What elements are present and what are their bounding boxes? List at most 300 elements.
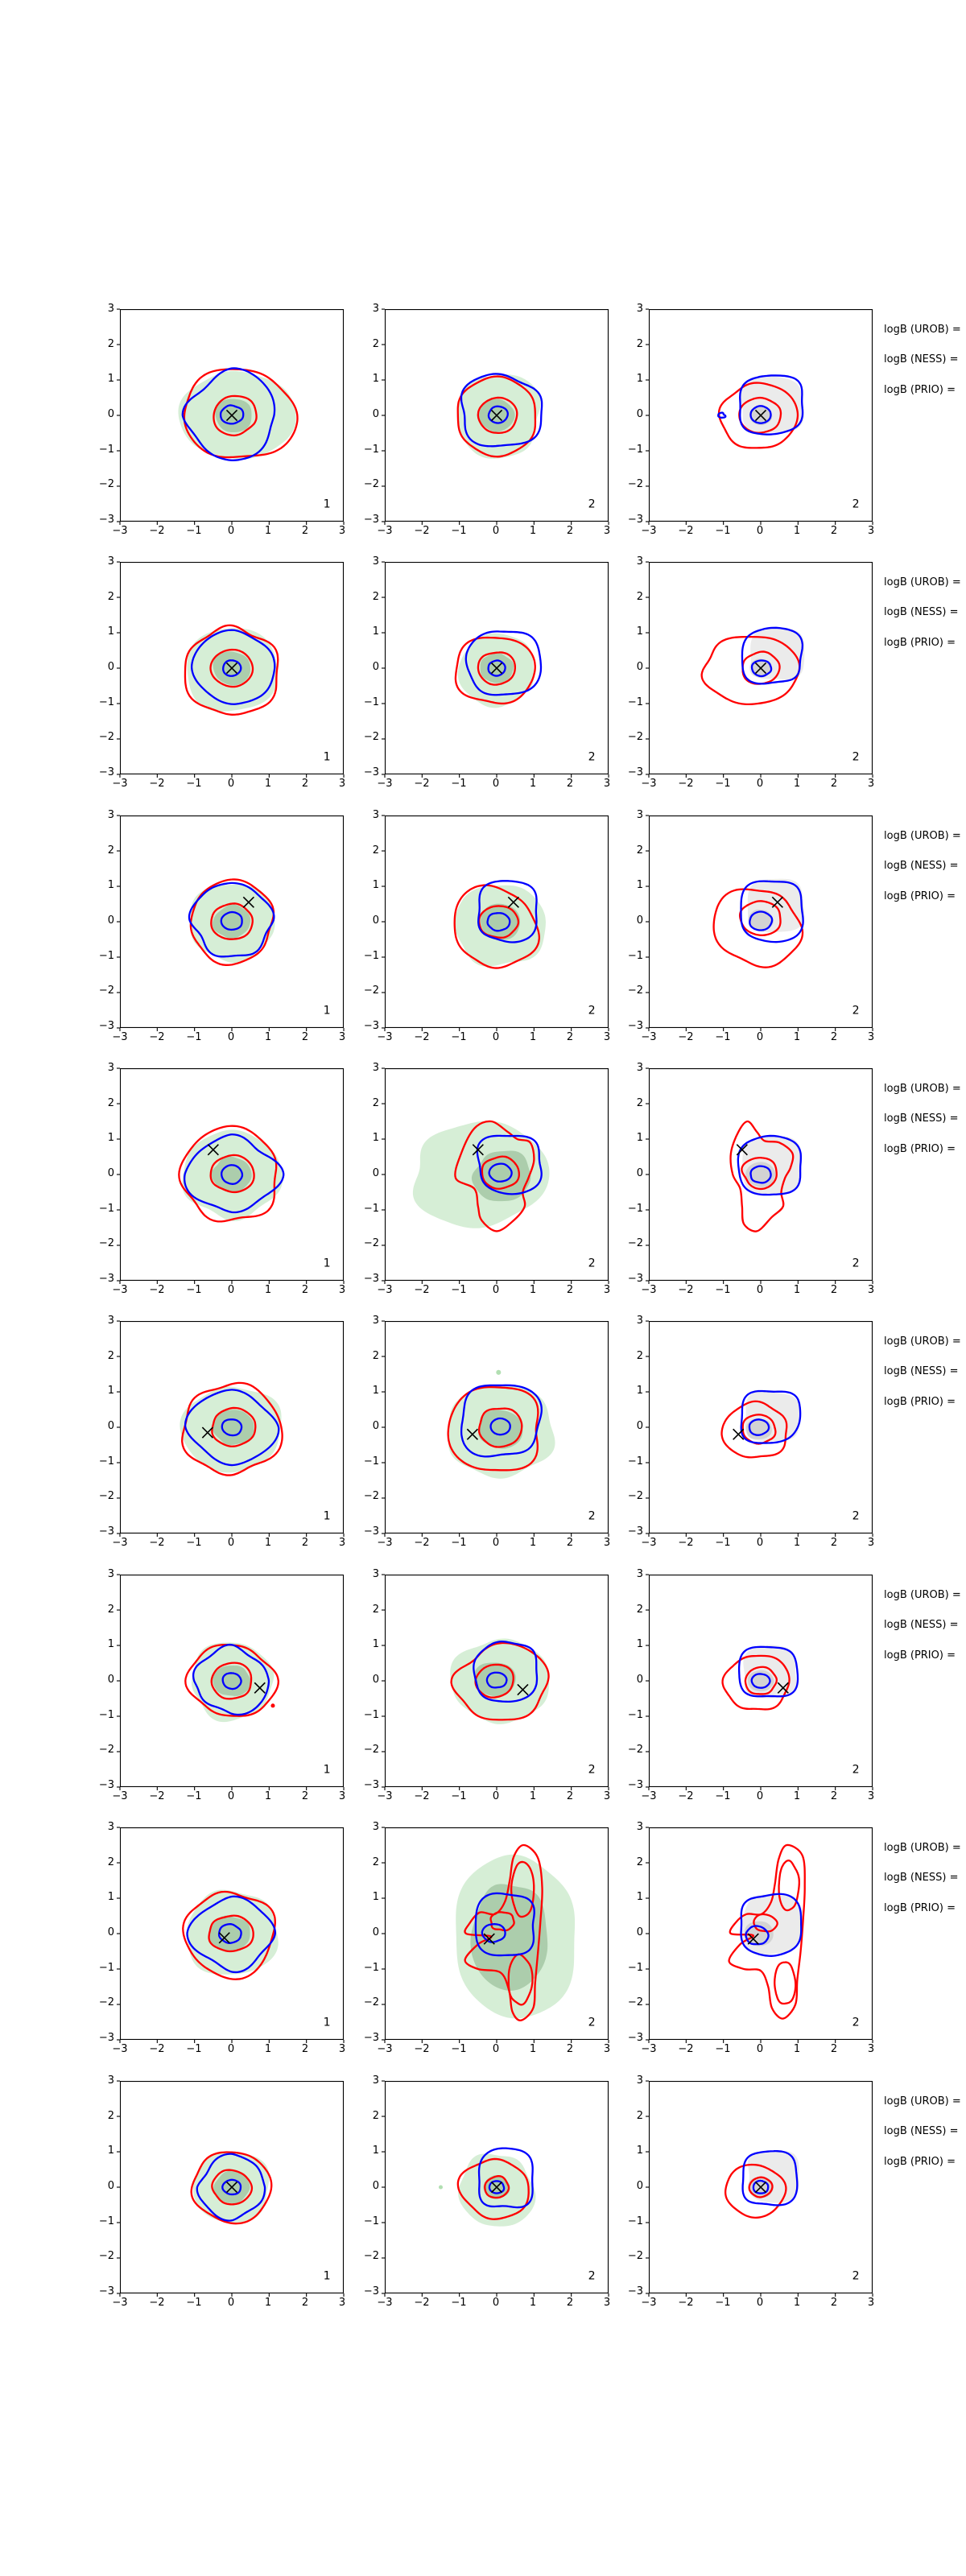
x-tick-label: −1 xyxy=(451,778,467,790)
y-tick-label: −2 xyxy=(363,1744,379,1757)
x-tick-label: 0 xyxy=(227,778,235,790)
x-tick-label: 2 xyxy=(301,2043,309,2055)
x-tick-label: 3 xyxy=(867,1284,875,1296)
x-tick-label: 0 xyxy=(227,525,235,537)
y-tick-label: 1 xyxy=(636,625,643,638)
x-tick-label: −3 xyxy=(377,2297,393,2309)
y-tick-label: −3 xyxy=(363,2285,379,2297)
y-tick-label: −2 xyxy=(363,1996,379,2009)
logB-prio-label: logB (PRIO) = xyxy=(884,384,956,396)
x-tick-label: 0 xyxy=(756,525,764,537)
x-tick-label: −2 xyxy=(149,1031,165,1043)
y-tick-label: −3 xyxy=(363,514,379,526)
y-tick-label: 2 xyxy=(372,2109,379,2122)
logB-ness-label: logB (NESS) = xyxy=(884,1365,959,1377)
contour-panel-r2c2 xyxy=(385,562,609,774)
x-tick-label: −2 xyxy=(414,2297,430,2309)
y-tick-label: 2 xyxy=(636,1856,643,1868)
y-tick-label: 2 xyxy=(636,1349,643,1362)
x-tick-label: 0 xyxy=(756,778,764,790)
y-tick-label: 2 xyxy=(636,2109,643,2122)
x-tick-label: 0 xyxy=(492,2297,500,2309)
red-contour xyxy=(774,1963,795,2004)
logB-ness-label: logB (NESS) = xyxy=(884,1619,959,1631)
x-tick-label: −1 xyxy=(451,525,467,537)
y-tick-label: −3 xyxy=(98,2032,114,2044)
x-tick-label: −2 xyxy=(149,778,165,790)
x-tick-label: −1 xyxy=(715,1031,731,1043)
y-tick-label: 3 xyxy=(372,1821,379,1833)
x-tick-label: 2 xyxy=(830,2297,838,2309)
logB-ness-label: logB (NESS) = xyxy=(884,353,959,365)
x-tick-label: 2 xyxy=(830,1284,838,1296)
x-tick-label: 1 xyxy=(264,2043,272,2055)
y-tick-label: 1 xyxy=(636,373,643,386)
contour-panel-r8c1 xyxy=(120,2081,344,2293)
x-tick-label: 2 xyxy=(830,778,838,790)
x-tick-label: −1 xyxy=(186,1537,202,1549)
contour-panel-r6c1 xyxy=(120,1575,344,1787)
x-tick-label: 0 xyxy=(492,1790,500,1802)
panel-corner-label: 2 xyxy=(852,1004,860,1018)
y-tick-label: 1 xyxy=(107,373,114,386)
x-tick-label: 0 xyxy=(492,778,500,790)
y-tick-label: −3 xyxy=(98,2285,114,2297)
x-tick-label: −2 xyxy=(149,2297,165,2309)
y-tick-label: 3 xyxy=(107,303,114,315)
panel-corner-label: 2 xyxy=(852,750,860,764)
x-tick-label: 3 xyxy=(338,2043,346,2055)
logB-urob-label: logB (UROB) = xyxy=(884,576,961,588)
logB-ness-label: logB (NESS) = xyxy=(884,606,959,618)
y-tick-label: 3 xyxy=(372,1568,379,1580)
x-tick-label: −1 xyxy=(186,2043,202,2055)
y-tick-label: 1 xyxy=(372,373,379,386)
x-tick-label: 0 xyxy=(756,1790,764,1802)
y-tick-label: 2 xyxy=(107,1603,114,1616)
x-tick-label: 2 xyxy=(566,2043,574,2055)
y-tick-label: −3 xyxy=(627,766,643,778)
x-tick-label: −2 xyxy=(678,1537,694,1549)
x-tick-label: 0 xyxy=(492,1284,500,1296)
x-tick-label: 1 xyxy=(529,525,537,537)
x-tick-label: 2 xyxy=(566,525,574,537)
y-tick-label: −1 xyxy=(363,696,379,708)
x-tick-label: 2 xyxy=(830,1031,838,1043)
y-tick-label: 3 xyxy=(636,1315,643,1327)
panel-corner-label: 1 xyxy=(323,497,331,511)
y-tick-label: 0 xyxy=(372,408,379,420)
contour-panel-r1c1 xyxy=(120,309,344,522)
x-tick-label: 3 xyxy=(603,1790,611,1802)
panel-corner-label: 2 xyxy=(588,1763,596,1777)
y-tick-label: 3 xyxy=(636,2074,643,2087)
y-tick-label: 3 xyxy=(636,1062,643,1074)
contour-panel-r2c1 xyxy=(120,562,344,774)
y-tick-label: −1 xyxy=(627,443,643,456)
logB-urob-label: logB (UROB) = xyxy=(884,830,961,842)
x-tick-label: −2 xyxy=(414,525,430,537)
y-tick-label: 2 xyxy=(107,337,114,350)
y-tick-label: −2 xyxy=(363,1490,379,1503)
x-tick-label: 3 xyxy=(867,1537,875,1549)
y-tick-label: −3 xyxy=(627,2032,643,2044)
y-tick-label: 2 xyxy=(107,1096,114,1109)
x-tick-label: −1 xyxy=(715,1537,731,1549)
y-tick-label: 0 xyxy=(636,1926,643,1938)
y-tick-label: 0 xyxy=(372,1420,379,1432)
y-tick-label: 1 xyxy=(636,1891,643,1904)
x-tick-label: 0 xyxy=(227,1031,235,1043)
y-tick-label: 1 xyxy=(636,2145,643,2157)
x-tick-label: −2 xyxy=(678,525,694,537)
x-tick-label: 3 xyxy=(603,1537,611,1549)
x-tick-label: 0 xyxy=(227,2297,235,2309)
x-tick-label: 1 xyxy=(529,778,537,790)
y-tick-label: 0 xyxy=(107,1420,114,1432)
contour-panel-r3c1 xyxy=(120,815,344,1028)
x-tick-label: −2 xyxy=(414,1031,430,1043)
y-tick-label: 0 xyxy=(636,914,643,927)
panel-corner-label: 1 xyxy=(323,1763,331,1777)
logB-urob-label: logB (UROB) = xyxy=(884,1589,961,1601)
y-tick-label: 2 xyxy=(372,1349,379,1362)
y-tick-label: −2 xyxy=(98,1490,114,1503)
logB-prio-label: logB (PRIO) = xyxy=(884,1396,956,1408)
y-tick-label: 1 xyxy=(107,1638,114,1651)
x-tick-label: −1 xyxy=(186,1790,202,1802)
y-tick-label: 0 xyxy=(636,2180,643,2192)
y-tick-label: 1 xyxy=(107,1891,114,1904)
y-tick-label: −1 xyxy=(98,1961,114,1974)
x-tick-label: 1 xyxy=(529,1031,537,1043)
x-tick-label: −3 xyxy=(641,1790,657,1802)
y-tick-label: 2 xyxy=(107,2109,114,2122)
x-tick-label: −1 xyxy=(715,1284,731,1296)
y-tick-label: 3 xyxy=(107,809,114,821)
x-tick-label: −2 xyxy=(149,1284,165,1296)
x-tick-label: 0 xyxy=(227,1790,235,1802)
y-tick-label: 1 xyxy=(372,2145,379,2157)
panel-corner-label: 2 xyxy=(852,1257,860,1270)
contour-panel-r3c2 xyxy=(385,815,609,1028)
x-tick-label: −3 xyxy=(641,1284,657,1296)
x-tick-label: 2 xyxy=(566,778,574,790)
logB-urob-label: logB (UROB) = xyxy=(884,2095,961,2107)
y-tick-label: −2 xyxy=(98,1744,114,1757)
logB-ness-label: logB (NESS) = xyxy=(884,2125,959,2137)
contour-panel-r1c3 xyxy=(649,309,873,522)
outlier-dot xyxy=(439,2185,443,2189)
x-tick-label: −1 xyxy=(451,1031,467,1043)
x-tick-label: 3 xyxy=(603,2043,611,2055)
panel-corner-label: 2 xyxy=(852,497,860,511)
y-tick-label: 3 xyxy=(636,1568,643,1580)
x-tick-label: −2 xyxy=(678,1284,694,1296)
y-tick-label: 0 xyxy=(372,914,379,927)
x-tick-label: −3 xyxy=(377,1790,393,1802)
y-tick-label: −2 xyxy=(98,985,114,997)
y-tick-label: 3 xyxy=(636,1821,643,1833)
y-tick-label: −1 xyxy=(98,696,114,708)
contour-panel-r8c3 xyxy=(649,2081,873,2293)
contour-panel-r8c2 xyxy=(385,2081,609,2293)
y-tick-label: −3 xyxy=(363,2032,379,2044)
x-tick-label: 1 xyxy=(264,778,272,790)
y-tick-label: −1 xyxy=(98,949,114,962)
x-tick-label: 2 xyxy=(301,525,309,537)
panel-corner-label: 1 xyxy=(323,750,331,764)
y-tick-label: −2 xyxy=(363,2250,379,2263)
y-tick-label: −1 xyxy=(363,443,379,456)
y-tick-label: −1 xyxy=(98,443,114,456)
panel-corner-label: 2 xyxy=(588,497,596,511)
y-tick-label: 1 xyxy=(636,879,643,892)
x-tick-label: 0 xyxy=(227,1284,235,1296)
y-tick-label: −1 xyxy=(363,1455,379,1468)
y-tick-label: 3 xyxy=(107,2074,114,2087)
panel-corner-label: 2 xyxy=(852,1763,860,1777)
y-tick-label: 0 xyxy=(107,1167,114,1179)
x-tick-label: −1 xyxy=(186,525,202,537)
y-tick-label: −1 xyxy=(363,1961,379,1974)
y-tick-label: 3 xyxy=(107,555,114,568)
x-tick-label: 1 xyxy=(264,1790,272,1802)
y-tick-label: −3 xyxy=(98,514,114,526)
x-tick-label: −3 xyxy=(377,525,393,537)
y-tick-label: 2 xyxy=(636,337,643,350)
x-tick-label: 1 xyxy=(793,2043,801,2055)
y-tick-label: 2 xyxy=(636,844,643,857)
y-tick-label: −3 xyxy=(627,1020,643,1032)
x-tick-label: −3 xyxy=(377,1537,393,1549)
x-tick-label: −2 xyxy=(414,1537,430,1549)
y-tick-label: 2 xyxy=(372,337,379,350)
x-tick-label: −3 xyxy=(641,1537,657,1549)
y-tick-label: −1 xyxy=(98,1455,114,1468)
x-tick-label: 3 xyxy=(338,1790,346,1802)
logB-ness-label: logB (NESS) = xyxy=(884,1872,959,1884)
panel-corner-label: 2 xyxy=(588,750,596,764)
y-tick-label: −1 xyxy=(627,949,643,962)
x-tick-label: −1 xyxy=(451,1537,467,1549)
y-tick-label: −3 xyxy=(98,766,114,778)
y-tick-label: 3 xyxy=(372,1315,379,1327)
y-tick-label: 0 xyxy=(372,1167,379,1179)
y-tick-label: 2 xyxy=(636,1096,643,1109)
logB-prio-label: logB (PRIO) = xyxy=(884,637,956,649)
y-tick-label: −3 xyxy=(363,766,379,778)
logB-ness-label: logB (NESS) = xyxy=(884,1113,959,1125)
logB-prio-label: logB (PRIO) = xyxy=(884,1143,956,1155)
y-tick-label: −2 xyxy=(98,2250,114,2263)
y-tick-label: −1 xyxy=(627,696,643,708)
x-tick-label: −2 xyxy=(678,778,694,790)
x-tick-label: 0 xyxy=(492,2043,500,2055)
logB-urob-label: logB (UROB) = xyxy=(884,1335,961,1348)
x-tick-label: −3 xyxy=(641,525,657,537)
y-tick-label: 1 xyxy=(372,625,379,638)
panel-corner-label: 1 xyxy=(323,2269,331,2283)
x-tick-label: −1 xyxy=(715,778,731,790)
x-tick-label: 0 xyxy=(492,1031,500,1043)
y-tick-label: 3 xyxy=(107,1568,114,1580)
y-tick-label: −3 xyxy=(627,1273,643,1285)
logB-ness-label: logB (NESS) = xyxy=(884,860,959,872)
x-tick-label: −1 xyxy=(451,2297,467,2309)
contour-panel-r5c2 xyxy=(385,1321,609,1534)
x-tick-label: 3 xyxy=(338,1284,346,1296)
x-tick-label: 1 xyxy=(793,778,801,790)
y-tick-label: −1 xyxy=(627,1202,643,1215)
y-tick-label: −3 xyxy=(627,2285,643,2297)
contour-panel-r4c2 xyxy=(385,1068,609,1281)
logB-prio-label: logB (PRIO) = xyxy=(884,890,956,902)
x-tick-label: 0 xyxy=(227,2043,235,2055)
x-tick-label: −1 xyxy=(715,525,731,537)
x-tick-label: 0 xyxy=(756,1537,764,1549)
y-tick-label: 3 xyxy=(636,809,643,821)
y-tick-label: −2 xyxy=(627,478,643,491)
y-tick-label: 0 xyxy=(372,2180,379,2192)
y-tick-label: 2 xyxy=(107,1349,114,1362)
x-tick-label: −2 xyxy=(149,1790,165,1802)
y-tick-label: −3 xyxy=(363,1779,379,1791)
x-tick-label: −1 xyxy=(186,2297,202,2309)
panel-corner-label: 2 xyxy=(852,2269,860,2283)
x-tick-label: 3 xyxy=(603,778,611,790)
contour-panel-r5c1 xyxy=(120,1321,344,1534)
x-tick-label: −1 xyxy=(715,2043,731,2055)
panel-corner-label: 2 xyxy=(588,1257,596,1270)
x-tick-label: 3 xyxy=(867,1031,875,1043)
x-tick-label: 2 xyxy=(830,2043,838,2055)
x-tick-label: 3 xyxy=(867,2297,875,2309)
x-tick-label: 3 xyxy=(338,1031,346,1043)
y-tick-label: −2 xyxy=(627,2250,643,2263)
x-tick-label: 1 xyxy=(264,1537,272,1549)
x-tick-label: 2 xyxy=(566,1031,574,1043)
y-tick-label: 2 xyxy=(107,590,114,603)
y-tick-label: −1 xyxy=(98,1708,114,1721)
x-tick-label: 3 xyxy=(338,778,346,790)
x-tick-label: −3 xyxy=(112,525,128,537)
x-tick-label: −3 xyxy=(377,1031,393,1043)
y-tick-label: 0 xyxy=(107,408,114,420)
x-tick-label: 1 xyxy=(793,1031,801,1043)
x-tick-label: −3 xyxy=(641,778,657,790)
x-tick-label: 2 xyxy=(566,2297,574,2309)
y-tick-label: 2 xyxy=(372,1096,379,1109)
y-tick-label: −3 xyxy=(98,1273,114,1285)
y-tick-label: 0 xyxy=(107,1674,114,1686)
x-tick-label: −3 xyxy=(112,1031,128,1043)
x-tick-label: 2 xyxy=(830,1790,838,1802)
y-tick-label: 3 xyxy=(372,555,379,568)
logB-urob-label: logB (UROB) = xyxy=(884,324,961,336)
y-tick-label: −3 xyxy=(363,1525,379,1538)
x-tick-label: 0 xyxy=(756,1284,764,1296)
y-tick-label: 3 xyxy=(107,1821,114,1833)
x-tick-label: −2 xyxy=(414,1790,430,1802)
x-tick-label: 1 xyxy=(264,1284,272,1296)
y-tick-label: 1 xyxy=(636,1385,643,1397)
x-tick-label: −2 xyxy=(414,778,430,790)
x-tick-label: −1 xyxy=(451,2043,467,2055)
y-tick-label: 3 xyxy=(372,809,379,821)
y-tick-label: −3 xyxy=(98,1525,114,1538)
x-tick-label: 0 xyxy=(492,1537,500,1549)
outlier-dot xyxy=(270,1703,275,1707)
x-tick-label: 2 xyxy=(566,1537,574,1549)
y-tick-label: −2 xyxy=(98,1237,114,1250)
x-tick-label: −2 xyxy=(149,2043,165,2055)
panel-corner-label: 2 xyxy=(588,2016,596,2029)
x-tick-label: −3 xyxy=(377,2043,393,2055)
x-tick-label: 2 xyxy=(301,778,309,790)
y-tick-label: 2 xyxy=(372,844,379,857)
y-tick-label: −2 xyxy=(627,731,643,744)
y-tick-label: −2 xyxy=(627,1237,643,1250)
panel-corner-label: 2 xyxy=(588,1004,596,1018)
y-tick-label: −2 xyxy=(363,985,379,997)
y-tick-label: 3 xyxy=(372,1062,379,1074)
x-tick-label: −3 xyxy=(377,1284,393,1296)
x-tick-label: 2 xyxy=(301,1031,309,1043)
y-tick-label: 1 xyxy=(372,1132,379,1145)
x-tick-label: 0 xyxy=(227,1537,235,1549)
x-tick-label: 2 xyxy=(830,525,838,537)
x-tick-label: −3 xyxy=(112,2297,128,2309)
x-tick-label: −1 xyxy=(186,778,202,790)
x-tick-label: −3 xyxy=(641,2297,657,2309)
y-tick-label: 0 xyxy=(372,1926,379,1938)
x-tick-label: 3 xyxy=(603,525,611,537)
contour-panel-r7c2 xyxy=(385,1827,609,2040)
x-tick-label: −1 xyxy=(451,1790,467,1802)
y-tick-label: 0 xyxy=(636,1420,643,1432)
x-tick-label: 1 xyxy=(529,2043,537,2055)
contour-panel-r3c3 xyxy=(649,815,873,1028)
x-tick-label: −3 xyxy=(112,1284,128,1296)
y-tick-label: −1 xyxy=(98,1202,114,1215)
y-tick-label: 0 xyxy=(372,1674,379,1686)
y-tick-label: 2 xyxy=(372,1856,379,1868)
y-tick-label: −2 xyxy=(627,1490,643,1503)
y-tick-label: 1 xyxy=(107,625,114,638)
y-tick-label: 2 xyxy=(636,1603,643,1616)
y-tick-label: 0 xyxy=(107,914,114,927)
contour-panel-r6c2 xyxy=(385,1575,609,1787)
x-tick-label: 1 xyxy=(793,2297,801,2309)
y-tick-label: −3 xyxy=(627,514,643,526)
y-tick-label: 3 xyxy=(372,303,379,315)
x-tick-label: 1 xyxy=(529,1790,537,1802)
x-tick-label: 1 xyxy=(264,1031,272,1043)
x-tick-label: 2 xyxy=(301,2297,309,2309)
y-tick-label: 3 xyxy=(107,1315,114,1327)
x-tick-label: 2 xyxy=(566,1790,574,1802)
contour-panel-r4c3 xyxy=(649,1068,873,1281)
y-tick-label: 3 xyxy=(107,1062,114,1074)
y-tick-label: −1 xyxy=(363,1708,379,1721)
x-tick-label: −2 xyxy=(149,525,165,537)
panel-corner-label: 1 xyxy=(323,2016,331,2029)
y-tick-label: 3 xyxy=(636,303,643,315)
y-tick-label: 2 xyxy=(107,1856,114,1868)
x-tick-label: 3 xyxy=(338,1537,346,1549)
panel-corner-label: 2 xyxy=(588,2269,596,2283)
